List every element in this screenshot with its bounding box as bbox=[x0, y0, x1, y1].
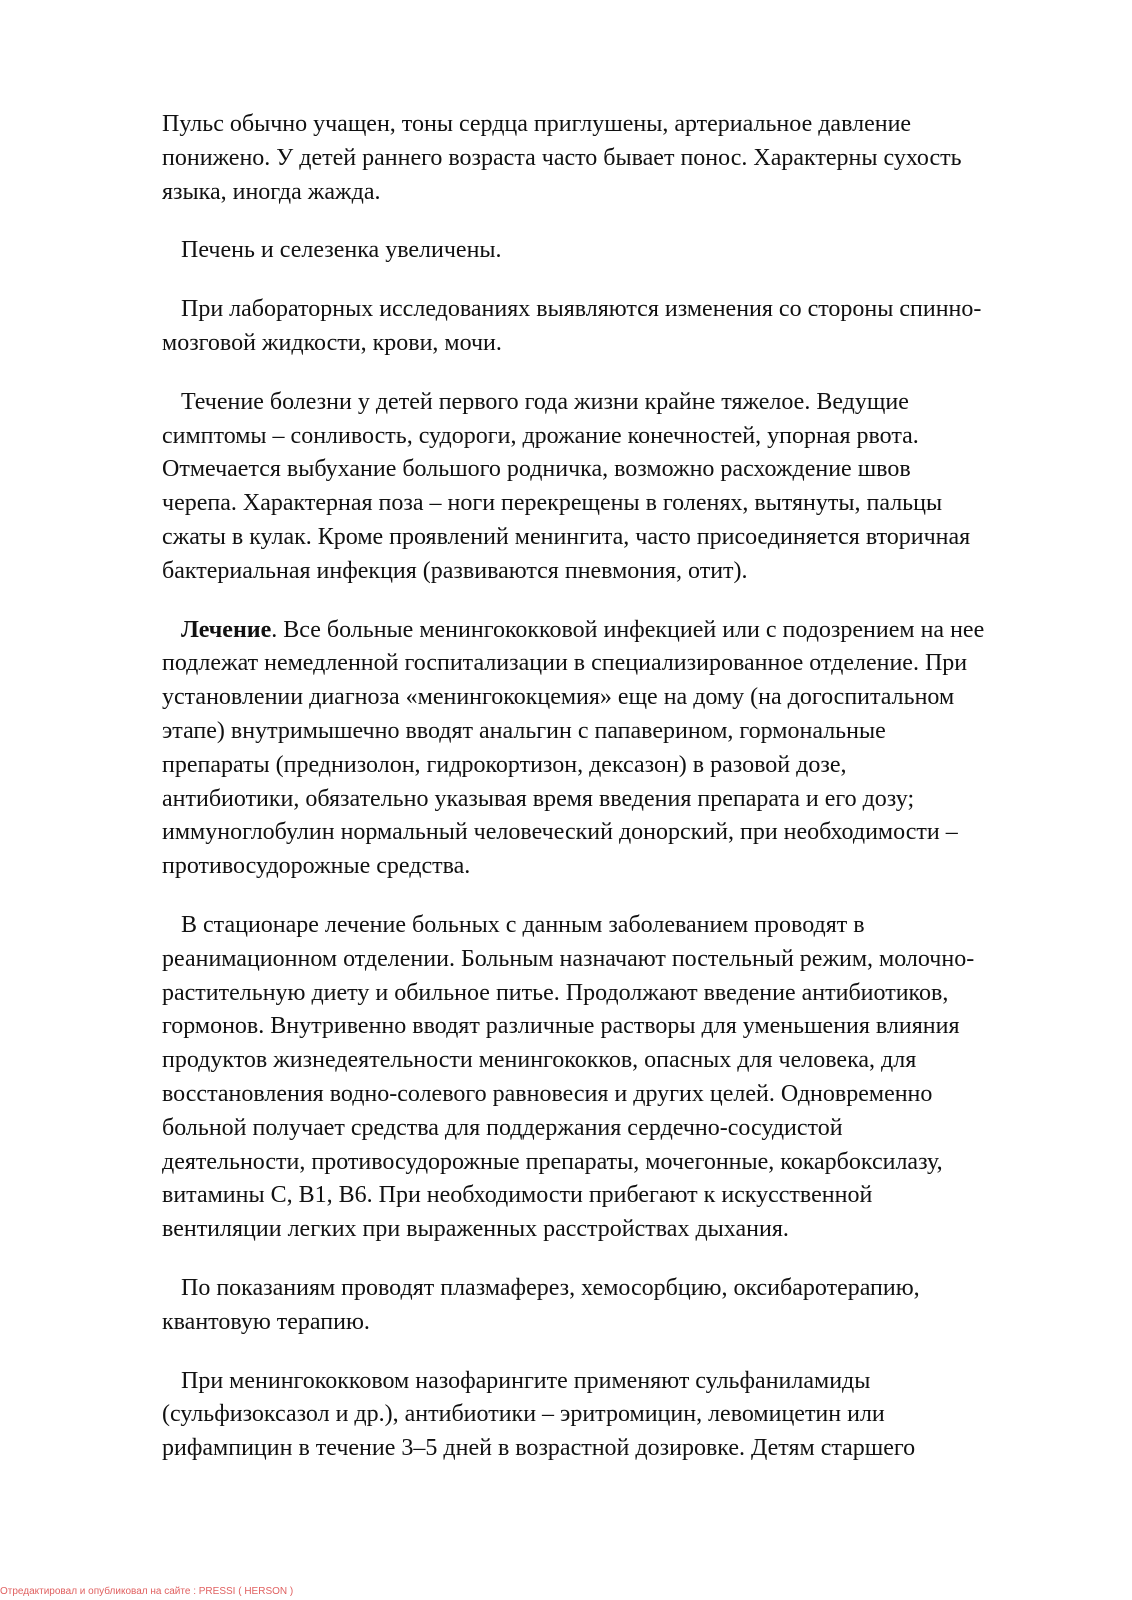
paragraph-line: рифампицин в течение 3–5 дней в возрастной дозировке. Детям старшего bbox=[162, 1435, 916, 1462]
paragraph-line: языка, иногда жажда. bbox=[162, 178, 381, 205]
paragraph bbox=[162, 1272, 1052, 1340]
paragraph bbox=[162, 293, 1052, 361]
paragraph-line: витамины С, В1, В6. При необходимости прибегают к искусственной bbox=[162, 1182, 873, 1209]
paragraph-line: подлежат немедленной госпитализации в специализированное отделение. При bbox=[162, 650, 968, 677]
paragraph-line: гормонов. Внутривенно вводят различные растворы для уменьшения влияния bbox=[162, 1013, 960, 1040]
paragraph-line: Отмечается выбухание большого родничка, возможно расхождение швов bbox=[162, 456, 911, 483]
paragraph-line: При менингококковом назофарингите применяют сульфаниламиды bbox=[181, 1367, 871, 1394]
paragraph-line: деятельности, противосудорожные препараты, мочегонные, кокарбоксилазу, bbox=[162, 1148, 943, 1175]
paragraph-line: восстановления водно-солевого равновесия и других целей. Одновременно bbox=[162, 1080, 933, 1107]
paragraph-line: Течение болезни у детей первого года жизни крайне тяжелое. Ведущие bbox=[181, 388, 909, 415]
paragraph-line: Пульс обычно учащен, тоны сердца приглушены, артериальное давление bbox=[162, 111, 912, 137]
paragraph-line: иммуноглобулин нормальный человеческий донорский, при необходимости – bbox=[162, 819, 958, 846]
paragraph-line: квантовую терапию. bbox=[162, 1308, 370, 1335]
paragraph-line: больной получает средства для поддержания сердечно-сосудистой bbox=[162, 1114, 843, 1141]
paragraph bbox=[162, 386, 1052, 589]
paragraph-line bbox=[162, 614, 1052, 648]
paragraph bbox=[162, 909, 1052, 1247]
paragraph bbox=[162, 1365, 1052, 1466]
paragraph-line: антибиотики, обязательно указывая время введения препарата и его дозу; bbox=[162, 785, 915, 812]
paragraph-line: реанимационном отделении. Больным назначают постельный режим, молочно- bbox=[162, 945, 975, 972]
paragraph-line: понижено. У детей раннего возраста часто бывает понос. Характерны сухость bbox=[162, 144, 962, 171]
paragraph-line: установлении диагноза «менингококцемия» еще на дому (на догоспитальном bbox=[162, 684, 955, 711]
paragraph-line: растительную диету и обильное питье. Продолжают введение антибиотиков, bbox=[162, 979, 949, 1006]
section-heading: Лечение bbox=[181, 616, 272, 643]
paragraph bbox=[162, 108, 1052, 209]
line-text: . Все больные менингококковой инфекцией или с подозрением на нее bbox=[271, 616, 985, 643]
paragraph-line: вентиляции легких при выраженных расстройствах дыхания. bbox=[162, 1216, 789, 1243]
paragraph bbox=[162, 614, 1052, 884]
paragraph-line: продуктов жизнедеятельности менингококков, опасных для человека, для bbox=[162, 1047, 917, 1074]
paragraph-line: препараты (преднизолон, гидрокортизон, дексазон) в разовой дозе, bbox=[162, 751, 847, 778]
paragraph bbox=[162, 234, 1052, 268]
paragraph-line: этапе) внутримышечно вводят анальгин с папаверином, гормональные bbox=[162, 717, 886, 744]
paragraph-line: сжаты в кулак. Кроме проявлений менингита, часто присоединяется вторичная bbox=[162, 523, 971, 550]
publisher-footer-note: Отредактировал и опубликовал на сайте : PRESSI ( HERSON ) bbox=[0, 1586, 294, 1597]
paragraph-line: симптомы – сонливость, судороги, дрожание конечностей, упорная рвота. bbox=[162, 422, 919, 449]
paragraph-line: противосудорожные средства. bbox=[162, 853, 471, 880]
paragraph-line: черепа. Характерная поза – ноги перекрещены в голенях, вытянуты, пальцы bbox=[162, 490, 943, 517]
paragraph-line: бактериальная инфекция (развиваются пневмония, отит). bbox=[162, 557, 748, 584]
paragraph-line: В стационаре лечение больных с данным заболеванием проводят в bbox=[181, 911, 865, 938]
paragraph-line: мозговой жидкости, крови, мочи. bbox=[162, 329, 502, 356]
paragraph-line: По показаниям проводят плазмаферез, хемосорбцию, оксибаротерапию, bbox=[181, 1274, 920, 1301]
paragraph-line: При лабораторных исследованиях выявляются изменения со стороны спинно- bbox=[181, 296, 982, 323]
document-text bbox=[162, 108, 1052, 1491]
paragraph-line: Печень и селезенка увеличены. bbox=[181, 237, 502, 264]
paragraph-line: (сульфизоксазол и др.), антибиотики – эритромицин, левомицетин или bbox=[162, 1401, 885, 1428]
